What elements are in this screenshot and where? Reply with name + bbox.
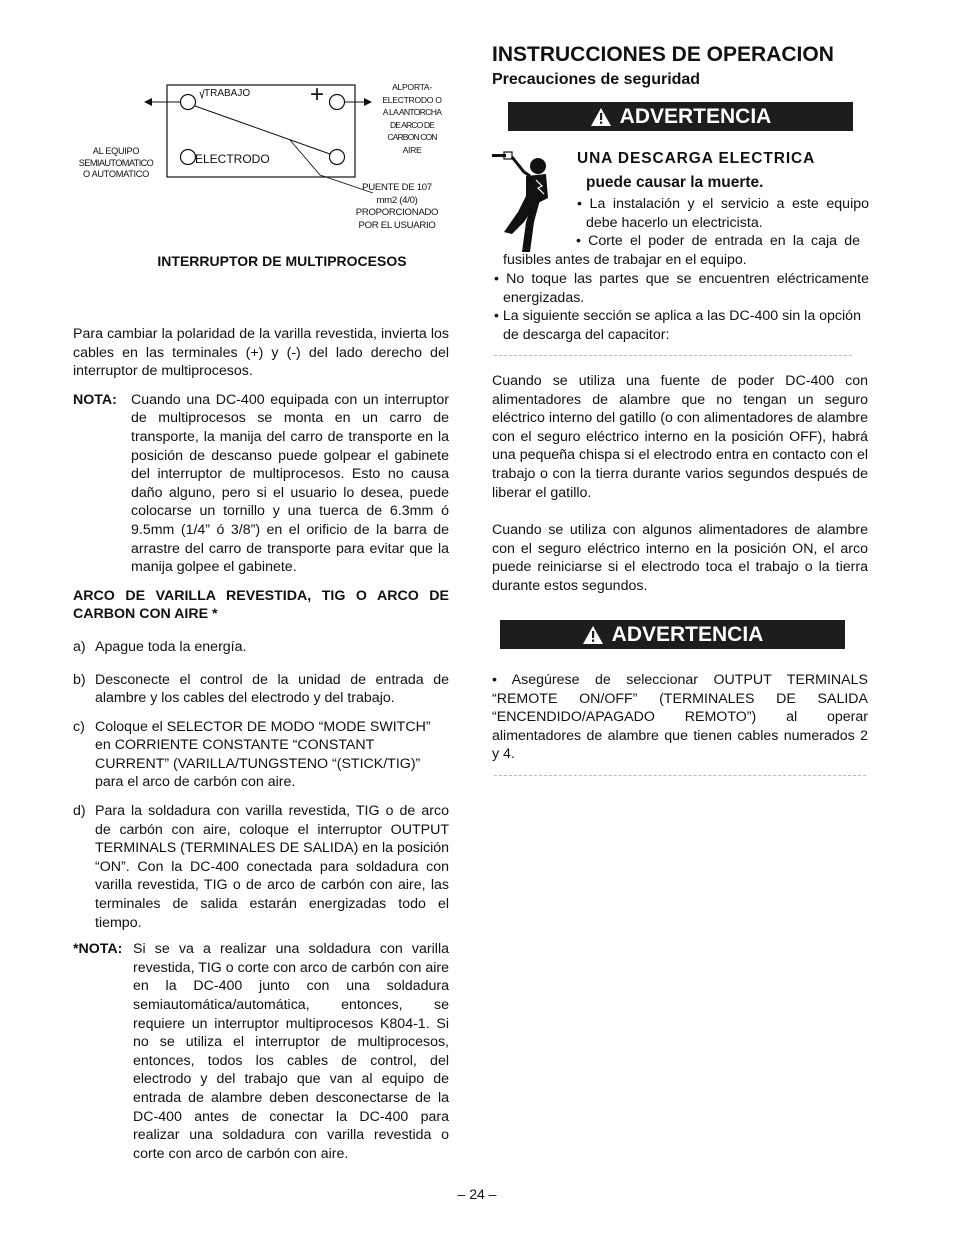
shock-title: UNA DESCARGA ELECTRICA [577, 150, 816, 167]
warning-triangle-icon [590, 107, 612, 127]
step-d-text: Para la soldadura con varilla revestida, TIG o de arco de carbón con aire, coloque el interruptor OUTPUT TERMINALS (TERMINALES DE SALIDA) en la posición “ON”. Con la DC-400 conectada para soldadura con varilla revestida, TIG o de arco de carbón con aire, las terminales de salida estarán energizadas todo el tiempo. [95, 803, 450, 931]
warning-triangle-icon [582, 625, 604, 645]
remote-bullet: • Asegúrese de seleccionar OUTPUT TERMINALS “REMOTE ON/OFF” (TERMINALES DE SALIDA “ENCENDIDO/APAGADO REMOTO”) al operar alimentadores de alambre que tienen cables numerados 2 y 4. [492, 672, 868, 763]
step-b-label: b) [73, 671, 86, 688]
bottom-label-line-4: POR EL USUARIO [358, 219, 436, 231]
step-d [73, 802, 449, 932]
nota-block [73, 391, 449, 577]
bottom-label-line-3: PROPORCIONADO [355, 207, 439, 218]
right-label-line-4: DE ARCO DE [389, 119, 434, 130]
label-to-electrode-holder [368, 81, 456, 156]
warning-banner-2 [500, 620, 845, 649]
capacitor-paragraph-1: Cuando se utiliza una fuente de poder DC-400 con alimentadores de alambre que no tengan un seguro eléctrico interno del gatillo (o con alimentadores de alambre con el seguro eléctrico interno en la posición OFF), habrá una pequeña chispa si el electrodo entra en contacto con el trabajo o con la tierra durante varios segundos después de liberar el gatillo. [492, 373, 868, 501]
terminal-positive-top [330, 95, 345, 110]
step-a-label: a) [73, 638, 86, 655]
right-label-line-3: A LA ANTORCHA [382, 107, 442, 117]
right-label-line-1: ALPORTA- [392, 82, 432, 92]
polarity-paragraph: Para cambiar la polaridad de la varilla revestida, invierta los cables en las terminales (+) y (-) del lado derecho del interruptor de multiprocesos. [73, 326, 449, 380]
label-trabajo: TRABAJO [204, 88, 251, 99]
shock-bullet-4: • La siguiente sección se aplica a las DC-400 sin la opción de descarga del capacitor: [494, 308, 861, 343]
page-title: INSTRUCCIONES DE OPERACION [492, 43, 834, 66]
label-jumper [345, 182, 449, 232]
capacitor-paragraph-2: Cuando se utiliza con algunos alimentadores de alambre con el seguro eléctrico interno en la posición ON, el arco puede reiniciarse si el electrodo toca el trabajo o la tierra durante estos segundos. [492, 522, 868, 594]
label-to-semiautomatic [72, 146, 160, 181]
left-label-line-1: AL EQUIPO [92, 146, 140, 156]
section-heading: ARCO DE VARILLA REVESTIDA, TIG O ARCO DE CARBON CON AIRE * [73, 587, 449, 623]
label-electrodo: ELECTRODO [195, 152, 270, 166]
right-label-line-2: ELECTRODO O [382, 94, 442, 105]
nota-label: NOTA: [73, 391, 117, 408]
page-subtitle: Precauciones de seguridad [492, 71, 701, 88]
left-arrow-head [144, 98, 152, 106]
plus-sign: + [310, 81, 325, 108]
step-a [73, 638, 449, 657]
step-a-text: Apague toda la energía. [95, 638, 247, 655]
nota2-label: *NOTA: [73, 941, 123, 958]
shock-bullet-1: • La instalación y el servicio a este equipo debe hacerlo un electricista. [577, 196, 869, 231]
left-column [73, 325, 449, 1163]
bottom-label-line-2: mm2 (4/0) [376, 194, 418, 206]
page-number: – 24 – [457, 1186, 497, 1202]
warning-banner-1-text: ADVERTENCIA [619, 104, 772, 128]
step-b-text: Desconecte el control de la unidad de entrada de alambre y los cables del electrodo y del trabajo. [95, 671, 449, 707]
terminal-electrodo [181, 150, 196, 165]
diagram-caption: INTERRUPTOR DE MULTIPROCESOS [157, 253, 407, 269]
bottom-label-line-1: PUENTE DE 107 [362, 182, 432, 193]
left-label-line-3: O AUTOMATICO [83, 169, 149, 179]
divider-1 [494, 355, 852, 356]
step-c [73, 718, 449, 792]
shock-bullet-3: • No toque las partes que se encuentren eléctricamente energizadas. [494, 271, 869, 306]
jumper-line [195, 106, 330, 154]
shock-bullet-2: • Corte el poder de entrada en la caja de fusibles antes de trabajar en el equipo. [503, 233, 860, 268]
warning-banner-1 [508, 102, 853, 131]
nota2-block [73, 940, 449, 1163]
nota2-text: Si se va a realizar una soldadura con varilla revestida, TIG o corte con arco de carbón con aire en la DC-400 junto con una soldadura semiautomática/automática, entonces, se requiere un interruptor multiprocesos K804-1. Si no se utiliza el interruptor de multiprocesos, entonces, todos los cables de control, del electrodo y del trabajo que van al equipo de entrada de alambre deben desconectarse de la DC-400 antes de conectar la DC-400 para realizar una soldadura con varilla revestida o corte con arco de carbón con aire. [133, 941, 449, 1162]
step-c-text: Coloque el SELECTOR DE MODO “MODE SWITCH” en CORRIENTE CONSTANTE “CONSTANT CURRENT” (VARILLA/TUNGSTENO “(STICK/TIG)” para el arco de carbón con aire. [95, 718, 431, 791]
right-label-line-5: CARBON CON [387, 132, 437, 142]
divider-2 [494, 775, 866, 776]
step-c-label: c) [73, 718, 85, 735]
nota-text: Cuando una DC-400 equipada con un interruptor de multiprocesos se monta en un carro de transporte, la manija del carro de transporte en la posición de descanso puede golpear el gabinete del interruptor de multiprocesos. Esto no causa daño alguno, pero si el usuario lo desea, puede colocarse un tornillo y una tuerca de 6.3mm ó 9.5mm (1/4” ó 3/8”) en el orificio de la barra de arrastre del carro de transporte para evitar que la manija golpee el gabinete. [131, 391, 449, 576]
left-label-line-2: SEMIAUTOMATICO [78, 157, 154, 168]
right-label-line-6: AIRE [402, 144, 422, 155]
step-b [73, 671, 449, 708]
warning-banner-2-text: ADVERTENCIA [611, 622, 764, 646]
step-d-label: d) [73, 803, 86, 820]
terminal-positive-bottom [330, 150, 345, 165]
shock-subtitle: puede causar la muerte. [586, 174, 764, 191]
terminal-trabajo [181, 95, 196, 110]
